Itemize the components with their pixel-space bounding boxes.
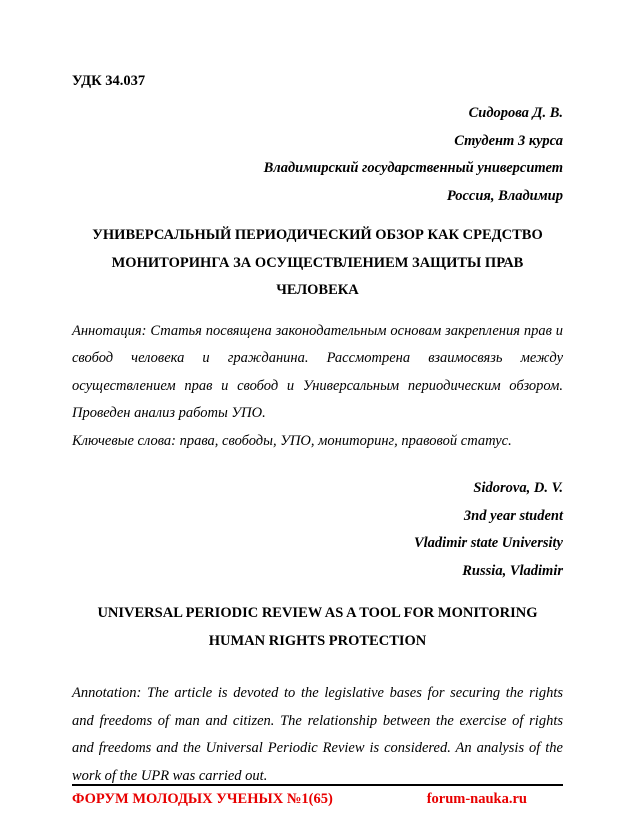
journal-website-link[interactable]: forum-nauka.ru <box>426 791 527 807</box>
author-block-english <box>72 475 563 585</box>
author-role-ru: Студент 3 курса <box>454 132 563 149</box>
article-title-english: UNIVERSAL PERIODIC REVIEW AS A TOOL FOR MONITORING HUMAN RIGHTS PROTECTION <box>97 605 538 649</box>
author-affiliation-ru: Владимирский государственный университет <box>263 160 563 176</box>
footer-divider <box>72 784 563 786</box>
author-name-ru: Сидорова Д. В. <box>468 105 563 121</box>
author-location-ru: Россия, Владимир <box>446 187 563 204</box>
author-role-en: 3nd year student <box>463 507 563 524</box>
keywords-russian: Ключевые слова: права, свободы, УПО, мониторинг, правовой статус. <box>72 432 512 449</box>
page-footer <box>72 784 563 808</box>
article-title-russian: УНИВЕРСАЛЬНЫЙ ПЕРИОДИЧЕСКИЙ ОБЗОР КАК СРЕДСТВО МОНИТОРИНГА ЗА ОСУЩЕСТВЛЕНИЕМ ЗАЩИТЫ ПРАВ ЧЕЛОВЕКА <box>92 227 543 298</box>
author-affiliation-en: Vladimir state University <box>413 535 563 551</box>
author-name-en: Sidorova, D. V. <box>473 480 563 496</box>
udc-code: УДК 34.037 <box>72 73 146 89</box>
annotation-english: Annotation: The article is devoted to the legislative bases for securing the rights and freedoms of man and citizen. The relationship between the exercise of rights and freedoms and the Universal Periodic Review is considered. An analysis of the work of the UPR was carried out. <box>72 685 563 784</box>
annotation-russian: Аннотация: Статья посвящена законодательным основам закрепления прав и свобод человека и гражданина. Рассмотрена взаимосвязь между осуществлением прав и свобод и Универсальным периодическим обзором. Проведен анализ работы УПО. <box>72 322 563 421</box>
author-block-russian <box>72 100 563 210</box>
journal-name: ФОРУМ МОЛОДЫХ УЧЕНЫХ №1(65) <box>72 791 333 807</box>
author-location-en: Russia, Vladimir <box>462 562 563 579</box>
